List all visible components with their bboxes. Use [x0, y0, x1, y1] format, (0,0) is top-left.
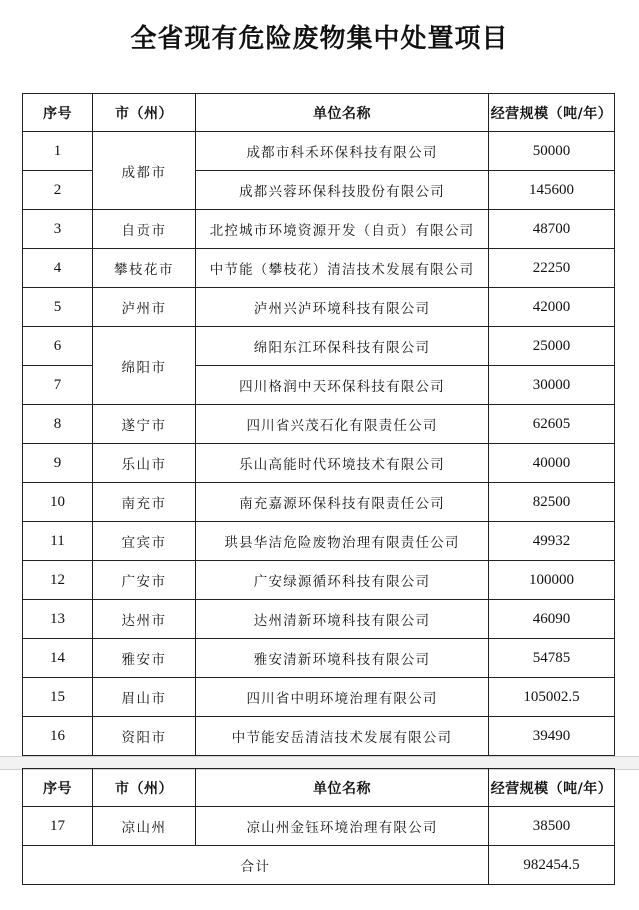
row-city: 眉山市: [93, 678, 196, 717]
row-scale: 25000: [489, 327, 615, 366]
row-company: 珙县华洁危险废物治理有限责任公司: [196, 522, 489, 561]
table-row: [23, 327, 615, 366]
row-scale: 22250: [489, 249, 615, 288]
row-scale: 100000: [489, 561, 615, 600]
row-city: 乐山市: [93, 444, 196, 483]
table-row: [23, 600, 615, 639]
row-city: 南充市: [93, 483, 196, 522]
row-no: 1: [23, 132, 93, 171]
row-city: 绵阳市: [93, 327, 196, 405]
disposal-projects-table-continued: [22, 768, 615, 885]
header-city: 市（州）: [93, 94, 196, 132]
header-no: 序号: [23, 769, 93, 807]
row-company: 南充嘉源环保科技有限责任公司: [196, 483, 489, 522]
row-company: 乐山高能时代环境技术有限公司: [196, 444, 489, 483]
table-row: [23, 522, 615, 561]
row-company: 雅安清新环境科技有限公司: [196, 639, 489, 678]
row-company: 北控城市环境资源开发（自贡）有限公司: [196, 210, 489, 249]
row-company: 达州清新环境科技有限公司: [196, 600, 489, 639]
table-row: [23, 210, 615, 249]
row-scale: 49932: [489, 522, 615, 561]
row-no: 6: [23, 327, 93, 366]
row-no: 12: [23, 561, 93, 600]
table-row: [23, 678, 615, 717]
row-no: 13: [23, 600, 93, 639]
row-company: 绵阳东江环保科技有限公司: [196, 327, 489, 366]
row-no: 17: [23, 807, 93, 846]
disposal-projects-table: [22, 93, 615, 756]
row-city: 成都市: [93, 132, 196, 210]
row-city: 自贡市: [93, 210, 196, 249]
page-title: 全省现有危险废物集中处置项目: [130, 24, 509, 54]
row-no: 2: [23, 171, 93, 210]
row-no: 15: [23, 678, 93, 717]
row-no: 4: [23, 249, 93, 288]
row-scale: 48700: [489, 210, 615, 249]
table-row: [23, 561, 615, 600]
table-header-row: [23, 769, 615, 807]
row-no: 7: [23, 366, 93, 405]
row-company: 中节能安岳清洁技术发展有限公司: [196, 717, 489, 756]
row-no: 16: [23, 717, 93, 756]
row-city: 遂宁市: [93, 405, 196, 444]
row-no: 5: [23, 288, 93, 327]
header-scale: 经营规模（吨/年）: [489, 94, 615, 132]
row-city: 雅安市: [93, 639, 196, 678]
row-scale: 105002.5: [489, 678, 615, 717]
row-scale: 62605: [489, 405, 615, 444]
header-company: 单位名称: [196, 769, 489, 807]
table-row: [23, 639, 615, 678]
row-scale: 50000: [489, 132, 615, 171]
table-row: [23, 405, 615, 444]
row-company: 中节能（攀枝花）清洁技术发展有限公司: [196, 249, 489, 288]
table-row: [23, 483, 615, 522]
header-no: 序号: [23, 94, 93, 132]
row-company: 四川省中明环境治理有限公司: [196, 678, 489, 717]
row-scale: 38500: [489, 807, 615, 846]
row-scale: 42000: [489, 288, 615, 327]
table-row: [23, 444, 615, 483]
row-company: 四川格润中天环保科技有限公司: [196, 366, 489, 405]
table-row: [23, 717, 615, 756]
row-scale: 40000: [489, 444, 615, 483]
table-row: [23, 132, 615, 171]
row-scale: 82500: [489, 483, 615, 522]
row-scale: 39490: [489, 717, 615, 756]
row-city: 达州市: [93, 600, 196, 639]
row-city: 泸州市: [93, 288, 196, 327]
row-scale: 54785: [489, 639, 615, 678]
row-city: 凉山州: [93, 807, 196, 846]
row-no: 8: [23, 405, 93, 444]
row-scale: 30000: [489, 366, 615, 405]
row-city: 攀枝花市: [93, 249, 196, 288]
total-row: [23, 846, 615, 885]
table-header-row: [23, 94, 615, 132]
row-no: 10: [23, 483, 93, 522]
table-row: [23, 288, 615, 327]
row-city: 资阳市: [93, 717, 196, 756]
row-company: 成都市科禾环保科技有限公司: [196, 132, 489, 171]
row-no: 3: [23, 210, 93, 249]
header-company: 单位名称: [196, 94, 489, 132]
header-scale: 经营规模（吨/年）: [489, 769, 615, 807]
row-company: 四川省兴茂石化有限责任公司: [196, 405, 489, 444]
row-no: 9: [23, 444, 93, 483]
row-city: 广安市: [93, 561, 196, 600]
table-row: [23, 249, 615, 288]
total-label: 合计: [23, 846, 489, 885]
row-no: 14: [23, 639, 93, 678]
row-city: 宜宾市: [93, 522, 196, 561]
row-company: 成都兴蓉环保科技股份有限公司: [196, 171, 489, 210]
header-city: 市（州）: [93, 769, 196, 807]
row-no: 11: [23, 522, 93, 561]
table-row: [23, 807, 615, 846]
row-company: 广安绿源循环科技有限公司: [196, 561, 489, 600]
row-scale: 145600: [489, 171, 615, 210]
row-company: 泸州兴泸环境科技有限公司: [196, 288, 489, 327]
row-scale: 46090: [489, 600, 615, 639]
total-value: 982454.5: [489, 846, 615, 885]
row-company: 凉山州金钰环境治理有限公司: [196, 807, 489, 846]
